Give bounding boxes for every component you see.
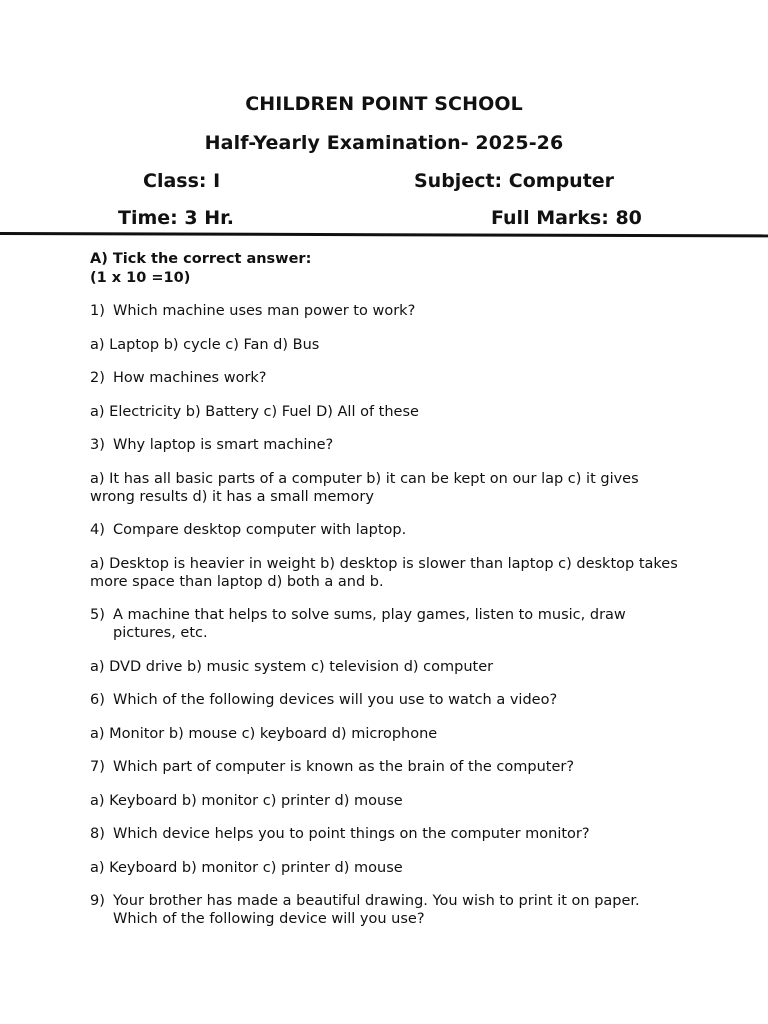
question-number: 1)	[90, 303, 105, 319]
section-title: A) Tick the correct answer:	[90, 251, 312, 267]
question-7-options: a) Keyboard b) monitor c) printer d) mouse	[90, 793, 403, 809]
question-text: Compare desktop computer with laptop.	[113, 522, 407, 538]
question-text: Why laptop is smart machine?	[113, 437, 334, 453]
full-marks-info: Full Marks: 80	[491, 207, 642, 229]
question-5	[90, 606, 680, 642]
question-number: 5)	[90, 607, 105, 623]
question-2	[90, 369, 680, 387]
question-text: How machines work?	[113, 370, 267, 386]
question-1	[90, 302, 680, 320]
question-number: 8)	[90, 826, 105, 842]
subject-info: Subject: Computer	[414, 170, 615, 192]
question-6	[90, 691, 680, 709]
question-4-options: a) Desktop is heavier in weight b) desktop is slower than laptop c) desktop takes more space than laptop d) both a and b.	[90, 556, 678, 590]
question-text: Which part of computer is known as the brain of the computer?	[113, 759, 575, 775]
question-text: A machine that helps to solve sums, play games, listen to music, draw pictures, etc.	[113, 607, 626, 641]
question-8	[90, 825, 680, 843]
question-2-options: a) Electricity b) Battery c) Fuel D) All of these	[90, 404, 419, 420]
school-name: CHILDREN POINT SCHOOL	[245, 93, 523, 115]
question-number: 3)	[90, 437, 105, 453]
question-3	[90, 436, 680, 454]
class-info: Class: I	[143, 170, 221, 192]
question-number: 9)	[90, 893, 105, 909]
time-info: Time: 3 Hr.	[118, 207, 234, 229]
question-1-options: a) Laptop b) cycle c) Fan d) Bus	[90, 337, 320, 353]
question-section	[90, 250, 680, 944]
question-text: Which machine uses man power to work?	[113, 303, 416, 319]
question-5-options: a) DVD drive b) music system c) television d) computer	[90, 659, 494, 675]
question-text: Which device helps you to point things on the computer monitor?	[113, 826, 590, 842]
question-6-options: a) Monitor b) mouse c) keyboard d) microphone	[90, 726, 438, 742]
question-number: 2)	[90, 370, 105, 386]
question-3-options: a) It has all basic parts of a computer b) it can be kept on our lap c) it gives wrong results d) it has a small memory	[90, 471, 639, 505]
question-number: 6)	[90, 692, 105, 708]
header-divider	[0, 232, 768, 237]
question-9	[90, 892, 680, 928]
question-8-options: a) Keyboard b) monitor c) printer d) mouse	[90, 860, 403, 876]
exam-title: Half-Yearly Examination- 2025-26	[204, 132, 564, 154]
question-7	[90, 758, 680, 776]
question-4	[90, 521, 680, 539]
question-text: Which of the following devices will you use to watch a video?	[113, 692, 558, 708]
question-text: Your brother has made a beautiful drawing. You wish to print it on paper. Which of the following device will you use?	[113, 893, 640, 927]
section-heading	[90, 250, 680, 288]
section-marks: (1 x 10 =10)	[90, 270, 191, 286]
question-number: 4)	[90, 522, 105, 538]
question-number: 7)	[90, 759, 105, 775]
